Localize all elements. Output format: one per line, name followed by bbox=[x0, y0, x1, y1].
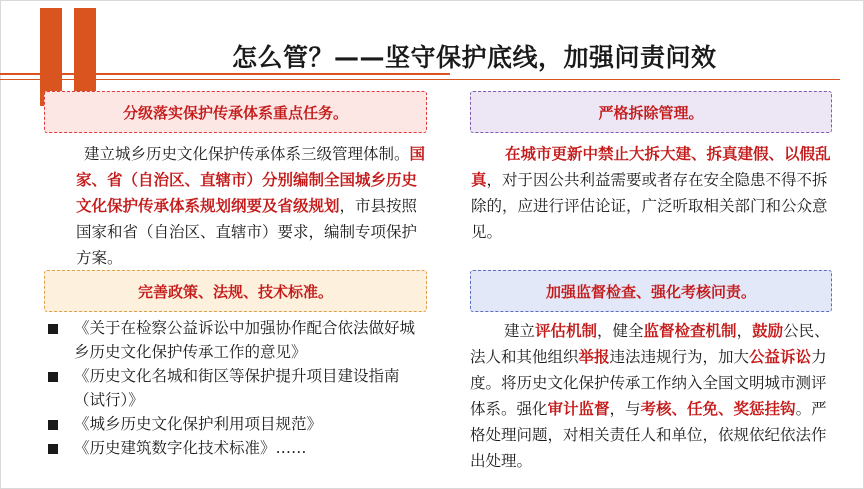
paragraph-tiered-tasks bbox=[76, 141, 428, 271]
heading-policy-standards: 完善政策、法规、技术标准。 bbox=[44, 270, 427, 312]
list-item: 《关于在检察公益诉讼中加强协作配合依法做好城乡历史文化保护传承工作的意见》 bbox=[46, 316, 428, 364]
paragraph-supervision: 建立评估机制，健全监督检查机制，鼓励公民、法人和其他组织举报违法违规行为，加大公益诉讼力度。将历史文化保护传承工作纳入全国文明城市测评体系。强化审计监督，与考核、任免、奖惩挂钩。严格处理问题，对相关责任人和单位，依规依纪依法作出处理。 bbox=[470, 322, 830, 470]
tiered-text-1: 建立城乡历史文化保护传承体系三级管理体制。 bbox=[84, 145, 410, 163]
demolition-highlight: 在城市更新中禁止大拆大建、拆真建假、以假乱真 bbox=[471, 145, 831, 189]
demolition-text: ，对于因公共利益需要或者存在安全隐患不得不拆除的，应进行评估论证，广泛听取相关部门和公众意见。 bbox=[471, 171, 828, 241]
bullet-square-icon bbox=[48, 372, 58, 382]
list-item: 《城乡历史文化保护利用项目规范》 bbox=[46, 412, 428, 436]
list-item: 《历史文化名城和街区等保护提升项目建设指南（试行）》 bbox=[46, 364, 428, 412]
tiered-text-2: ，市县按照国家和省（自治区、直辖市）要求，编制专项保护方案。 bbox=[76, 197, 418, 267]
title-rule-thin bbox=[0, 79, 840, 80]
slide-title: 怎么管？——坚守保护底线，加强问责问效 bbox=[232, 43, 717, 72]
bullet-square-icon bbox=[48, 324, 58, 334]
heading-demolition: 严格拆除管理。 bbox=[470, 91, 832, 133]
bullet-square-icon bbox=[48, 444, 58, 454]
list-item: 《历史建筑数字化技术标准》…… bbox=[46, 436, 428, 460]
paragraph-demolition bbox=[471, 141, 835, 245]
policy-document-list bbox=[46, 316, 428, 460]
tiered-highlight: 国家、省（自治区、直辖市）分别编制全国城乡历史文化保护传承体系规划纲要及省级规划 bbox=[76, 145, 426, 215]
bullet-square-icon bbox=[48, 420, 58, 430]
heading-supervision: 加强监督检查、强化考核问责。 bbox=[470, 270, 832, 312]
heading-tiered-tasks: 分级落实保护传承体系重点任务。 bbox=[44, 91, 427, 133]
